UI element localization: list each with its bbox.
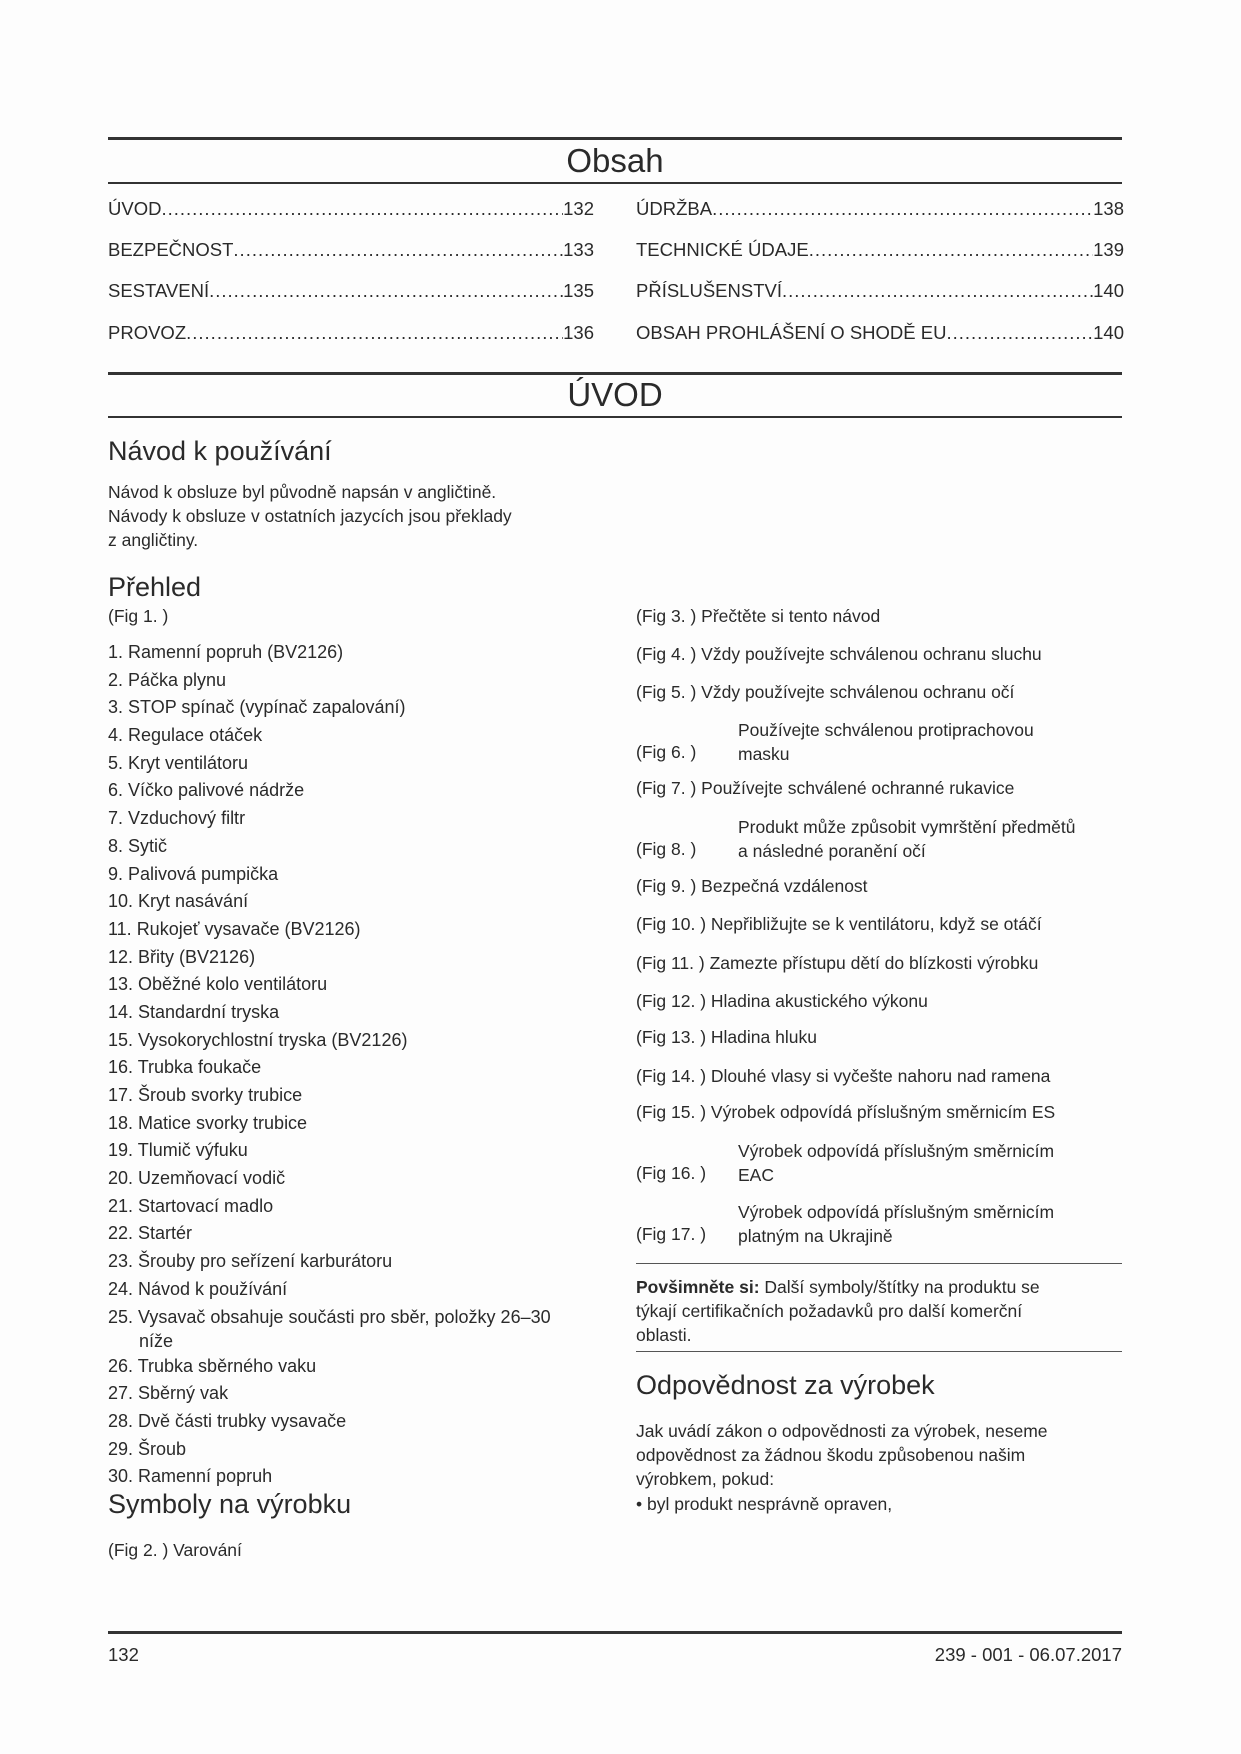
toc-title: Obsah bbox=[566, 142, 664, 179]
list-item: 15. Vysokorychlostní tryska (BV2126) bbox=[108, 1029, 408, 1050]
list-item: 8. Sytič bbox=[108, 835, 168, 856]
symbol-entry: (Fig 10. ) Nepřibližujte se k ventilátoru, když se otáčí bbox=[636, 914, 1042, 934]
list-item: 14. Standardní tryska bbox=[108, 1001, 280, 1022]
symbol-entry: (Fig 8. ) Produkt může způsobit vymrštění předmětů a následné poranění očí bbox=[636, 817, 1076, 861]
list-item: 7. Vzduchový filtr bbox=[108, 808, 246, 829]
symbol-entry: (Fig 14. ) Dlouhé vlasy si vyčešte nahoru nad ramena bbox=[636, 1066, 1051, 1086]
section-title-rule bbox=[108, 416, 1122, 418]
symbol-entry: (Fig 15. ) Výrobek odpovídá příslušným směrnicím ES bbox=[636, 1102, 1056, 1122]
list-item: 17. Šroub svorky trubice bbox=[108, 1085, 303, 1105]
footer-rule bbox=[108, 1631, 1122, 1634]
toc-entry[interactable]: SESTAVENÍ ..... 135 bbox=[108, 280, 594, 302]
manual-heading: Návod k používání bbox=[108, 436, 332, 466]
liability-heading: Odpovědnost za výrobek bbox=[636, 1370, 935, 1400]
overview-list bbox=[108, 640, 608, 1492]
symbols-heading: Symboly na výrobku bbox=[108, 1489, 352, 1519]
top-rule bbox=[108, 137, 1122, 140]
list-item: 5. Kryt ventilátoru bbox=[108, 752, 249, 773]
list-item: 4. Regulace otáček bbox=[108, 725, 263, 746]
overview-heading: Přehled bbox=[108, 572, 202, 602]
list-item: 3. STOP spínač (vypínač zapalování) bbox=[108, 697, 406, 718]
toc-entry[interactable]: PŘÍSLUŠENSTVÍ ..... 140 bbox=[636, 280, 1124, 302]
note-rule-top bbox=[636, 1263, 1122, 1264]
liability-text: Jak uvádí zákon o odpovědnosti za výrobek, neseme odpovědnost za žádnou škodu způsobenou našim výrobkem, pokud: bbox=[636, 1421, 1048, 1489]
list-item: 1. Ramenní popruh (BV2126) bbox=[108, 642, 344, 662]
page-number: 132 bbox=[108, 1644, 139, 1665]
list-item: 18. Matice svorky trubice bbox=[108, 1112, 308, 1133]
symbol-entry-fig2: (Fig 2. ) Varování bbox=[108, 1540, 242, 1560]
note-block: Povšimněte si: Další symboly/štítky na produktu se týkají certifikačních požadavků pro další komerční oblasti. bbox=[636, 1277, 1040, 1345]
overview-fig-ref: (Fig 1. ) bbox=[108, 606, 169, 626]
list-item: 23. Šrouby pro seřízení karburátoru bbox=[108, 1251, 393, 1272]
toc-entry[interactable]: BEZPEČNOST ..... 133 bbox=[108, 239, 594, 261]
symbol-entry: (Fig 16. ) Výrobek odpovídá příslušným směrnicím EAC bbox=[636, 1141, 1055, 1185]
toc-entry[interactable]: TECHNICKÉ ÚDAJE ..... 139 bbox=[636, 239, 1124, 261]
list-item: 9. Palivová pumpička bbox=[108, 863, 279, 884]
symbol-entry: (Fig 7. ) Používejte schválené ochranné rukavice bbox=[636, 778, 1015, 798]
symbol-entry: (Fig 13. ) Hladina hluku bbox=[636, 1027, 817, 1047]
section-title-uvod: ÚVOD bbox=[567, 376, 663, 413]
toc-entry[interactable]: ÚDRŽBA ..... 138 bbox=[636, 198, 1124, 220]
list-item: 30. Ramenní popruh bbox=[108, 1466, 273, 1487]
list-item: 27. Sběrný vak bbox=[108, 1383, 229, 1404]
list-item: 28. Dvě části trubky vysavače bbox=[108, 1410, 347, 1431]
list-item: 2. Páčka plynu bbox=[108, 669, 227, 690]
symbol-entry: (Fig 4. ) Vždy používejte schválenou ochranu sluchu bbox=[636, 644, 1042, 664]
list-item: 22. Startér bbox=[108, 1223, 193, 1244]
list-item: 25. Vysavač obsahuje součásti pro sběr, položky 26–30 níže bbox=[108, 1306, 551, 1351]
toc-entry[interactable]: PROVOZ ..... 136 bbox=[108, 322, 594, 344]
note-rule-bottom bbox=[636, 1351, 1122, 1352]
list-item: 26. Trubka sběrného vaku bbox=[108, 1355, 317, 1376]
list-item: 21. Startovací madlo bbox=[108, 1195, 274, 1216]
symbol-entry: (Fig 9. ) Bezpečná vzdálenost bbox=[636, 876, 868, 896]
symbol-entry: (Fig 6. ) Používejte schválenou protiprachovou masku bbox=[636, 720, 1034, 764]
symbol-entry: (Fig 3. ) Přečtěte si tento návod bbox=[636, 606, 881, 626]
manual-text: Návod k obsluze byl původně napsán v angličtině. Návody k obsluze v ostatních jazycích jsou překlady z angličtiny. bbox=[108, 482, 512, 550]
list-item: 29. Šroub bbox=[108, 1438, 187, 1459]
toc-entry[interactable]: ÚVOD ..... 132 bbox=[108, 198, 594, 220]
list-item: 24. Návod k používání bbox=[108, 1278, 288, 1299]
list-item: 6. Víčko palivové nádrže bbox=[108, 780, 305, 801]
symbol-entry: (Fig 11. ) Zamezte přístupu dětí do blízkosti výrobku bbox=[636, 953, 1039, 973]
document-reference: 239 - 001 - 06.07.2017 bbox=[934, 1644, 1122, 1665]
list-item: 20. Uzemňovací vodič bbox=[108, 1168, 286, 1189]
list-item: 12. Břity (BV2126) bbox=[108, 946, 256, 967]
list-item: 19. Tlumič výfuku bbox=[108, 1140, 248, 1161]
list-item: 11. Rukojeť vysavače (BV2126) bbox=[108, 918, 361, 939]
list-item: 10. Kryt nasávání bbox=[108, 891, 249, 912]
section-rule bbox=[108, 372, 1122, 375]
toc-title-rule bbox=[108, 182, 1122, 184]
list-item: 16. Trubka foukače bbox=[108, 1057, 262, 1078]
list-item: 13. Oběžné kolo ventilátoru bbox=[108, 974, 328, 995]
symbol-entry: (Fig 17. ) Výrobek odpovídá příslušným směrnicím platným na Ukrajině bbox=[636, 1202, 1055, 1246]
symbol-entry: (Fig 5. ) Vždy používejte schválenou ochranu očí bbox=[636, 682, 1015, 702]
liability-bullet: • byl produkt nesprávně opraven, bbox=[636, 1494, 893, 1514]
symbol-entry: (Fig 12. ) Hladina akustického výkonu bbox=[636, 991, 928, 1011]
toc-entry[interactable]: OBSAH PROHLÁŠENÍ O SHODĚ EU ..... 140 bbox=[636, 322, 1124, 344]
